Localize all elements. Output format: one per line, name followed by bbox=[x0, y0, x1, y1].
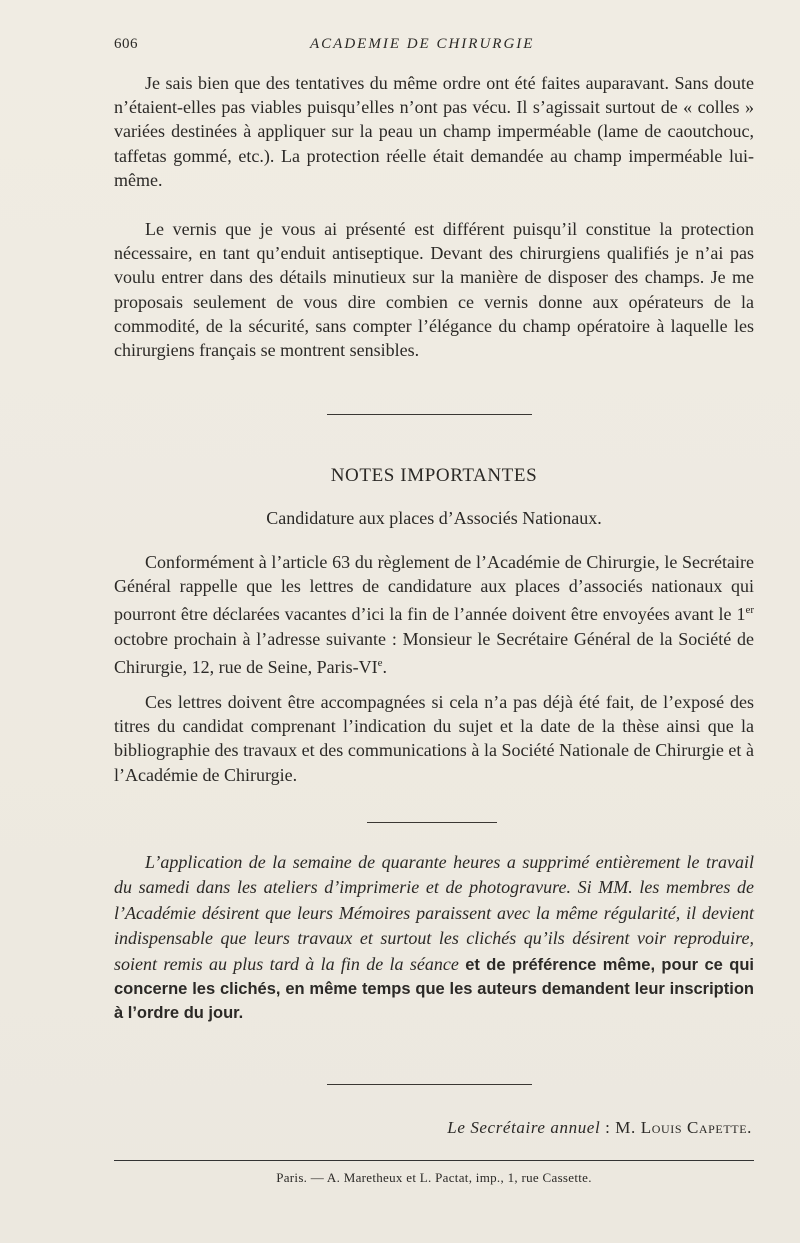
notes-paragraph-2: Ces lettres doivent être accompagnées si cela n’a pas déjà été fait, de l’exposé des titres du candidat comprenant l’indication du sujet et la date de la thèse ainsi que la bibliographie des travaux et des communications à la Société Nationale de Chirurgie et à l’Académie de Chirurgie. bbox=[114, 692, 754, 785]
superscript-er: er bbox=[745, 604, 754, 617]
notes-title: NOTES IMPORTANTES bbox=[330, 465, 538, 486]
notes-paragraph-1-text-cont: octobre prochain à l’adresse suivante : Monsieur le Secrétaire Général de la Société de Chirurgie, 12, rue de Seine, Paris-VI bbox=[114, 628, 754, 677]
page-header bbox=[114, 36, 754, 56]
notes-paragraph-1 bbox=[114, 550, 754, 679]
body-paragraph-2: Le vernis que je vous ai présenté est différent puisqu’il constitue la protection nécessaire, en tant qu’enduit antiseptique. Devant des chirurgiens qualifiés je n’ai pas voulu entrer dans des détails minutieux sur la manière de disposer des champs. Je me proposais seulement de vous dire combien ce vernis donne aux opérateurs de la commodité, de la sécurité, sans compter l’élégance du champ opératoire à laquelle les chirurgiens français se montrent sensibles. bbox=[114, 219, 754, 361]
page-number: 606 bbox=[114, 36, 138, 52]
superscript-e: e bbox=[377, 656, 383, 669]
signature bbox=[447, 1118, 752, 1138]
signature-separator: : bbox=[600, 1118, 616, 1137]
signature-name: M. Louis Capette. bbox=[615, 1118, 752, 1137]
body-paragraph-1: Je sais bien que des tentatives du même ordre ont été faites auparavant. Sans doute n’étaient-elles pas viables puisqu’elles n’ont pas vécu. Il s’agissait surtout de « colles » variées destinées à appliquer sur la peau un champ imperméable (lame de caoutchouc, taffetas gommé, etc.). La protection réelle était demandée au champ imperméable lui-même. bbox=[114, 73, 754, 190]
notes-subtitle: Candidature aux places d’Associés Nationaux. bbox=[266, 508, 602, 528]
running-title: ACADEMIE DE CHIRURGIE bbox=[310, 36, 535, 52]
printing-notice bbox=[114, 850, 754, 1026]
separator-rule bbox=[327, 1084, 532, 1085]
footer-rule bbox=[114, 1160, 754, 1161]
notice-italic-text: L’application de la semaine de quarante heures a supprimé entièrement le travail du samedi dans les ateliers d’imprimerie et de photogravure. Si MM. les membres de l’Académie désirent que leurs Mémoires paraissent avec la même régularité, il devient indispensable que leurs travaux et surtout les clichés qu’ils désirent voir reproduire, soient remis au plus tard à la fin de la séance bbox=[114, 852, 754, 974]
printer-imprint: Paris. — A. Maretheux et L. Pactat, imp., 1, rue Cassette. bbox=[276, 1170, 592, 1185]
separator-rule bbox=[327, 414, 532, 415]
notes-paragraph-1-end: . bbox=[382, 656, 388, 677]
notes-paragraph-1-text: Conformément à l’article 63 du règlement de l’Académie de Chirurgie, le Secrétaire Général rappelle que les lettres de candidature aux places d’associés nationaux qui pourront être déclarées vacantes d’ici la fin de l’année doivent être envoyées avant le 1 bbox=[114, 552, 754, 625]
notice-bold-text: et de préférence même, pour ce qui concerne les clichés, en même temps que les auteurs demandent leur inscription à l’ordre du jour. bbox=[114, 955, 754, 1023]
signature-label: Le Secrétaire annuel bbox=[447, 1118, 601, 1137]
separator-rule bbox=[367, 822, 497, 823]
